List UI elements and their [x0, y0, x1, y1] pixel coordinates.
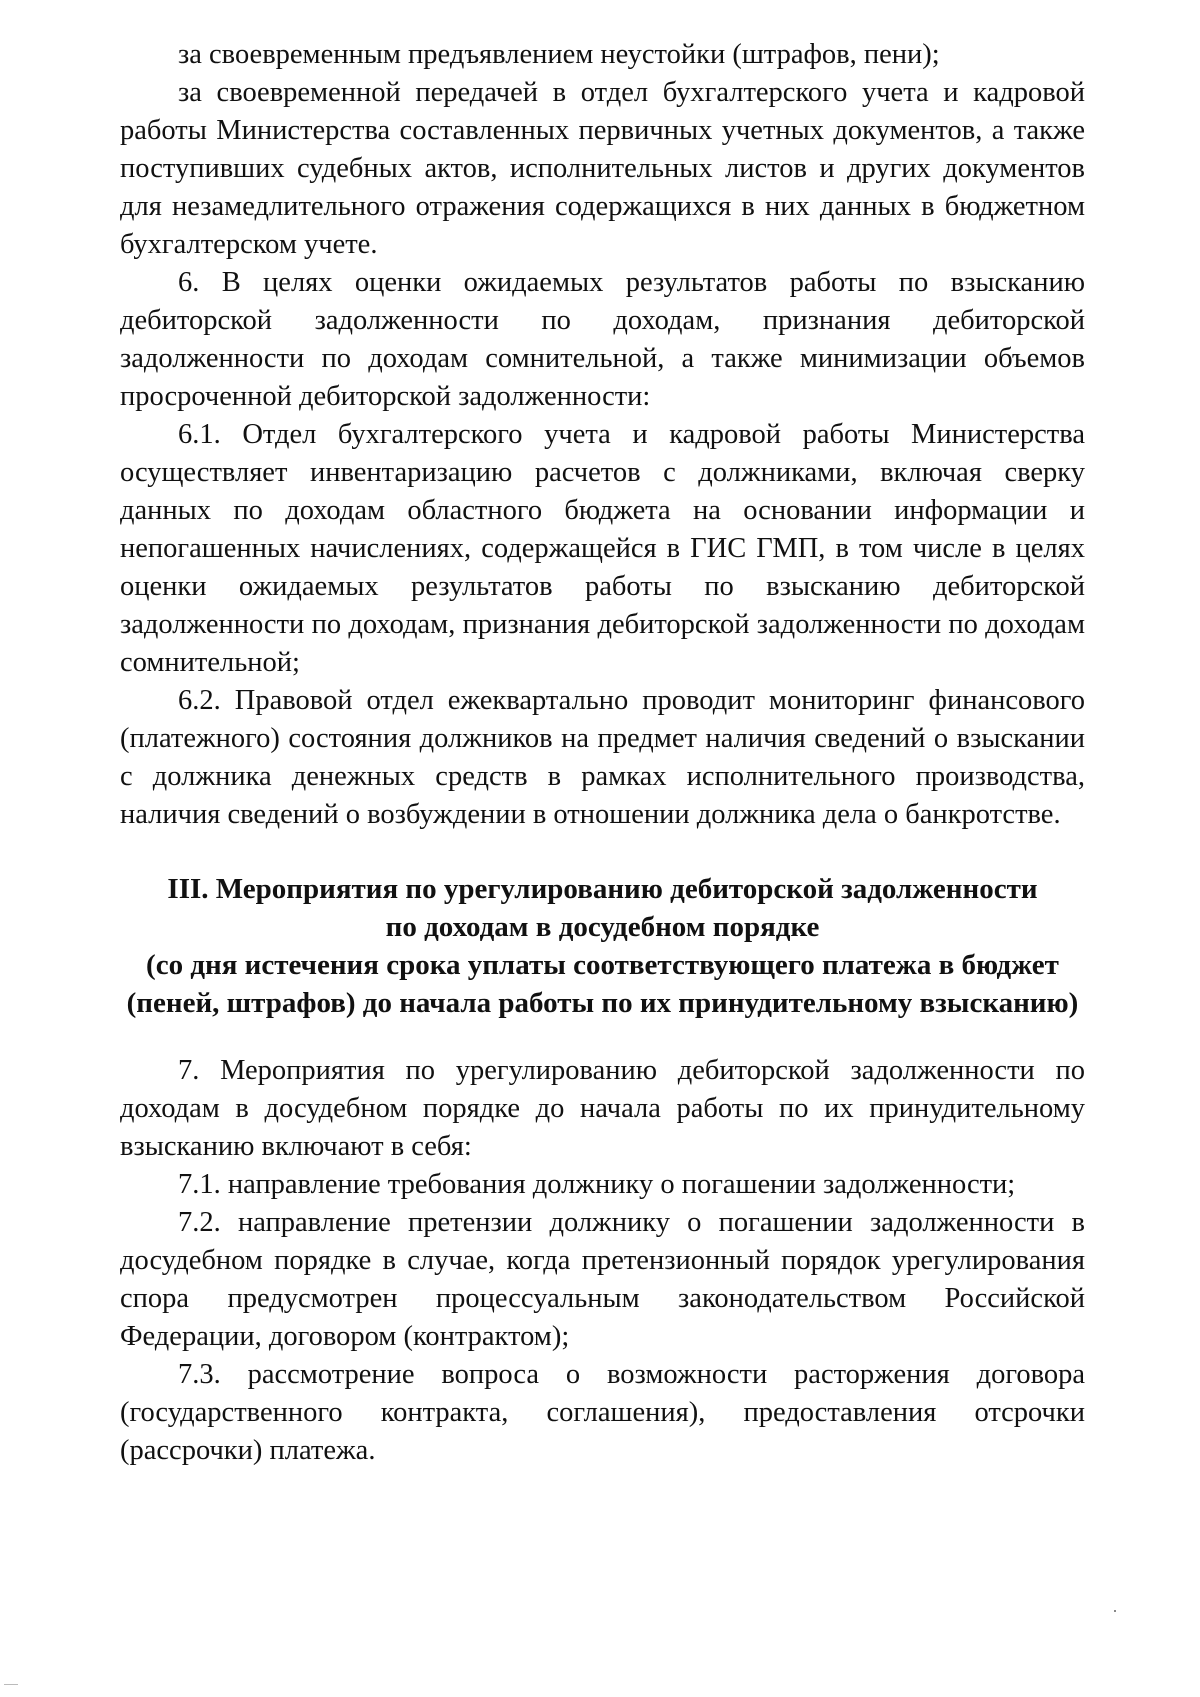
section-heading-line-3: (со дня истечения срока уплаты соответствующего платежа в бюджет — [146, 949, 1059, 981]
paragraph-item-7-3: 7.3. рассмотрение вопроса о возможности расторжения договора (государственного контракта, соглашения), предоставления отсрочки (рассрочки) платежа. — [120, 1359, 1085, 1466]
section-heading-line-2: по доходам в досудебном порядке — [385, 911, 820, 943]
section-spacer — [120, 1022, 1085, 1052]
paragraph-item-6-2: 6.2. Правовой отдел ежеквартально проводит мониторинг финансового (платежного) состояния должников на предмет наличия сведений о взыскании с должника денежных средств в рамках исполнительного производства, наличия сведений о возбуждении в отношении должника дела о банкротстве. — [120, 685, 1085, 830]
scan-speck — [1114, 1610, 1116, 1612]
paragraph-document-transfer: за своевременной передачей в отдел бухгалтерского учета и кадровой работы Министерства составленных первичных учетных документов, а также поступивших судебных актов, исполнительных листов и других документов для незамедлительного отражения содержащихся в них данных в бюджетном бухгалтерском учете. — [120, 77, 1085, 260]
scan-edge-mark — [4, 1684, 18, 1685]
section-heading-line-4: (пеней, штрафов) до начала работы по их принудительному взысканию) — [126, 987, 1079, 1019]
section-heading-line-1: III. Мероприятия по урегулированию дебиторской задолженности — [167, 873, 1038, 905]
paragraph-item-7-1: 7.1. направление требования должнику о погашении задолженности; — [178, 1169, 1016, 1200]
paragraph-item-6: 6. В целях оценки ожидаемых результатов работы по взысканию дебиторской задолженности по доходам, признания дебиторской задолженности по доходам сомнительной, а также минимизации объемов просроченной дебиторской задолженности: — [120, 267, 1085, 412]
paragraph-item-7: 7. Мероприятия по урегулированию дебиторской задолженности по доходам в досудебном порядке до начала работы по их принудительному взысканию включают в себя: — [120, 1055, 1085, 1162]
section-heading — [120, 870, 1085, 1022]
paragraph-item-7-2: 7.2. направление претензии должнику о погашении задолженности в досудебном порядке в случае, когда претензионный порядок урегулирования спора предусмотрен процессуальным законодательством Российской Федерации, договором (контрактом); — [120, 1207, 1085, 1352]
paragraph-item-6-1: 6.1. Отдел бухгалтерского учета и кадровой работы Министерства осуществляет инвентаризацию расчетов с должниками, включая сверку данных по доходам областного бюджета на основании информации и непогашенных начислениях, содержащейся в ГИС ГМП, в том числе в целях оценки ожидаемых результатов работы по взысканию дебиторской задолженности по доходам, признания дебиторской задолженности по доходам сомнительной; — [120, 419, 1085, 678]
document-page — [120, 36, 1085, 1470]
paragraph-penalty-claims: за своевременным предъявлением неустойки (штрафов, пени); — [178, 39, 940, 70]
